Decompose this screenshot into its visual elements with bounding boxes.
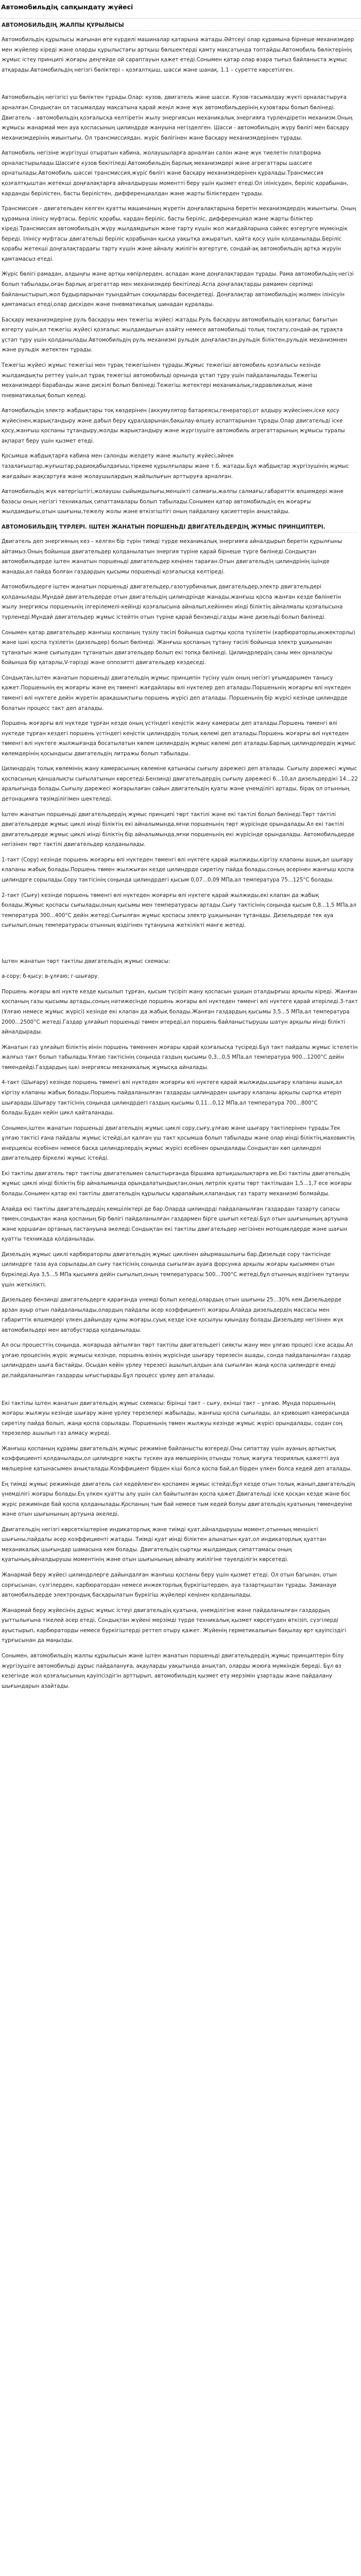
- paragraph: Екі тактілы іштен жанатын двигательдің жұмыс схемасы: бірінші такт – сығу, екінші такт – ұлғаю. Мұнда поршеньнің жоғары жылжуы кезінде шығару және үрлеу терезелері жабылады, жанғыш қоспа сығылады, ал кривошип камерасында сиретілу пайда болып, жаңа қоспа сорылады. Поршеньнің төмен жылжуы кезінде жұмыс жүрісі орындалады, содан соң терезелер ашылып газ алмасу жүреді.: [2, 1400, 350, 1437]
- page-title: Автомобильдің сапқындату жүйесі: [1, 3, 133, 11]
- paragraph: Алайда екі тактілы двигательдердің кемшіліктері де бар.Оларда цилиндрді пайдаланылған газдардан тазарту сапасы төмен,сондықтан жаңа қоспаның бір бөлігі пайдаланылған газдармен бірге шығып кетеді.Бұл отын шығынының артуына және қоршаған ортаның ластануына әкеледі.Сондықтан екі тактілы двигательдер негізінен мотоциклдерде және шағын қуатты техникада қолданылады.: [2, 1206, 348, 1243]
- paragraph: Ең тиімді жұмыс режимінде двигатель сәл кедейленген қоспамен жұмыс істейді,бұл кезде отын толық жанып,двигательдің үнемділігі жоғары болады.Ең үлкен қуатты алу үшін сәл байытылған қоспа қажет.Двигательді іске қосқан кезде және бос жүріс режимінде бай қоспа қолданылады.Қоспаның тым бай немесе тым кедей болуы двигательдің қуатының төмендеуіне және отын шығынының артуына әкеледі.: [2, 1481, 355, 1518]
- paragraph: Поршень жоғарғы өлі нүктеде тұрған кезде оның үстіндегі кеңістік жану камерасы деп аталады.Поршень төменгі өлі нүктеде тұрған кездегі поршень үстіндегі кеңістік цилиндрдің толық көлемі деп аталады.Поршень жоғарғы өлі нүктеден төменгі өлі нүктеге жылжығанда босатылатын көлем цилиндрдің жұмыс көлемі деп аталады.Барлық цилиндрлердің жұмыс көлемдерінің қосындысы двигательдің литражы болып табылады.: [2, 720, 356, 757]
- paragraph: Автомобильдің электр жабдықтары тоқ көздерінен (аккумулятор батареясы,генератор),от алдыру жүйесінен,іске қосу жүйесінен,жарықтандыру және дабыл беру құралдарынан,бақылау-өлшеу аспаптарынан тұрады.Олар двигательді іске қосу,жанғыш қоспаны тұтандыру,жолды жарықтандыру және жүргізушіге автомобиль агрегаттарының жұмысы туралы ақпарат беру үшін қызмет етеді.: [2, 408, 345, 444]
- paragraph: Дизельдер бензинді двигательдерге қарағанда үнемді болып келеді,олардың отын шығыны 25...30% кем.Дизельдерде арзан ауыр отын пайдаланылады,олардың пайдалы әсер коэффициенті жоғары.Алайда дизельдердің массасы мен габариттік өлшемдері үлкен,дайындау құны жоғары,суық кезде іске қосылуы қиындау болады.Дизельдер негізінен жүк автомобильдері мен автобустарда қолданылады.: [2, 1297, 344, 1333]
- section-main-parts: [2, 93, 358, 517]
- paragraph: Автомобильдерге іштен жанатын поршеньді двигательдер,газотурбиналық двигательдер,электр двигательдері қолданылады.Мұндай двигательдерде отын двигательдің цилиндрінде жанады,жанғыш қоспа жанған кезде бөлінетін жылу энергиясы поршеньнің ілгерілемелі-кейінді қозғалысына айналып,кейіннен иінді біліктің айналмалы қозғалысына түрленеді.Мұндай двигательдер жұмыс істейтін отын түріне қарай бензинді,газды және дизельді болып бөлінеді.: [2, 584, 343, 620]
- paragraph: Двигатель деп энергияның кез – келген бір түрін тиімді түрде механикалық энергияға айналдырып беретін құрылғыны айтамыз.Оның бойынша двигательдер қолданылатын энергия түріне қарай бірнеше түрге бөлінеді.Сондықтан автомобильдерде іштен жанатын поршеньді двигательдер кеңінен тараған.Отын двигательдің цилиндрінің ішінде жанады,ал пайда болған газдардың қысымы поршеньді қозғалысқа келтіреді.: [2, 538, 342, 575]
- paragraph: Тежегіш жүйесі жұмыс тежегіші мен тұрақ тежегішінен тұрады.Жұмыс тежегіші автомобиль қозғалысы кезінде жылдамдықты реттеу үшін,ал тұрақ тежегіші автомобильді орнында ұстап тұру үшін пайдаланылады.Тежегіш механизмдері барабанды және дискілі болып бөлінеді.Тежегіш жетектері механикалық,гидравликалық және пневматикалық болып келеді.: [2, 362, 321, 399]
- figure-legend: а-сору; б-қысу; в-ұлғаю; г-шығару.: [2, 973, 99, 980]
- paragraph: Басқару механизмдеріне руль басқаруы мен тежегіш жүйесі жатады.Руль басқаруы автомобильдің қозғалыс бағытын өзгерту үшін,ал тежегіш жүйесі қозғалыс жылдамдығын азайту немесе автомобильді толық тоқтату,сондай-ақ тұрақта ұстап тұру үшін қолданылады.Автомобильдің руль механизмі рульдік доңғалақтан,рульдік біліктен,рульдік механизмнен және рульдік жетектен тұрады.: [2, 316, 347, 353]
- paragraph: Автомобильдің жүк көтергіштігі,жолаушы сыйымдылығы,меншікті салмағы,жалпы салмағы,габариттік өлшемдері және базасы оның негізгі техникалық сипаттамалары болып табылады.Сонымен қатар автомобильдің ең жоғарғы жылдамдығы,отын шығыны,тежелу жолы және өткізгіштігі оның пайдалану қасиеттерін анықтайды.: [2, 488, 343, 515]
- paragraph: Двигательдің негізгі көрсеткіштеріне индикаторлық және тиімді қуат,айналдырушы момент,отынның меншікті шығыны,пайдалы әсер коэффициенті жатады. Тиімді қуат иінді біліктен алынатын қуат,ол индикаторлық қуаттан механикалық шығындар шамасына кем болады. Двигательдің сыртқы жылдамдық сипаттамасы оның қуатының,айналдырушы моментінің және отын шығынының айналу жиілігіне тәуелділігін көрсетеді.: [2, 1526, 326, 1563]
- paragraph: Іштен жанатын поршеньді двигательдердің жұмыс принципі төрт тактілі және екі тактілі болып бөлінеді.Төрт тактілі двигательдерде жұмыс циклі иінді біліктің екі айналымында,яғни поршеньнің төрт жүрісінде орындалады.Ал екі тактілі двигательдерде жұмыс циклі иінді біліктің бір айналымында,яғни поршеньнің екі жүрісінде орындалады. Автомобильдерде негізінен төрт тактілі двигательдер қолданылады.: [2, 811, 355, 848]
- paragraph: Цилиндрдің толық көлемінің жану камерасының көлеміне қатынасы сығылу дәрежесі деп аталады. Сығылу дәрежесі жұмыс қоспасының қаншалықты сығылатынын көрсетеді.Бензинді двигательдердің сығылу дәрежесі 6...10,ал дизельдердікі 14...22 аралығында болады.Сығылу дәрежесі жоғарылаған сайын двигательдің қуаты және үнемділігі артады, бірақ ол отынның детонацияға төзімділігімен шектеледі.: [2, 766, 358, 802]
- section-engine-types: [2, 522, 358, 805]
- paragraph: Сонымен, автомобильдің жалпы құрылысын және іштен жанатын поршеньді двигательдердің жұмыс принциптерін білу жүргізушіге автомобильді дұрыс пайдалануға, ақауларды уақытында анықтап, оларды жоюға мүмкіндік береді. Бұл өз кезегінде жол қозғалысының қауіпсіздігін арттырып, автомобильдің қызмет ету мерзімін ұзартады және пайдалану шығындарын азайтады.: [2, 1652, 344, 1689]
- paragraph: Жанармай беру жүйесі цилиндрлерге дайындалған жанғыш қоспаны беру үшін қызмет етеді. Ол отын багынан, отын сорғысынан, сүзгілерден, карбюратордан немесе инжекторлық бүркігіштерден, ауа тазартқыштан тұрады. Заманауи автомобильдерде электрондық басқарылатын бүркігіш жүйелері кеңінен қолданылады.: [2, 1572, 337, 1599]
- paragraph: 2-такт (Сығу) кезінде поршень төменгі өлі нүктеден жоғарғы өлі нүктеге қарай жылжиды,екі клапан да жабық болады.Жұмыс қоспасы сығылады,оның қысымы мен температурасы артады.Сығу тактісінің соңында қысым 0,8...1,5 МПа,ал температура 300...400°C дейін жетеді.Сығылған жұмыс қоспасы электр ұшқынынан тұтанады. Дизельдерде тек ауа сығылып,оның температурасы отынның өздігінен тұтануына жеткілікті мәнге жетеді.: [2, 892, 356, 929]
- paragraph: Сонымен қатар двигательдер жанғыш қоспаның түзілу тәсілі бойынша сыртқы қоспа түзілетін (карбюраторлы,инжекторлы) және ішкі қоспа түзілетін (дизельдер) болып бөлінеді. Жанғыш қоспаның тұтану тәсілі бойынша электр ұшқынынан тұтанатын және сығылудан тұтанатын двигательдер болып екі топқа бөлінеді. Цилиндрлердің саны мен орналасуы бойынша бір қатарлы,V-тәрізді және оппозитті двигательдер кездеседі.: [2, 629, 355, 666]
- paragraph: Екі тактілы двигатель төрт тактілы двигательмен салыстырғанда біршама артықшылықтарға ие.Екі тактілы двигательдің жұмыс циклі иінді біліктің бір айналымында орындалатындықтан,оның литрлік қуаты төрт тактілыдан 1,5...1,7 есе жоғары болады.Сонымен қатар екі тактілы двигательдің құрылысы қарапайым,клапандық газ тарату механизмі болмайды.: [2, 1170, 352, 1197]
- paragraph: 4-такт (Шығару) кезінде поршень төменгі өлі нүктеден жоғарғы өлі нүктеге қарай жылжиды,шығару клапаны ашық,ал кіргізу клапаны жабық болады.Поршень пайдаланылған газдарды цилиндрден шығару клапаны арқылы сыртқа итеріп шығарады.Шығару тактісінің соңында цилиндрдегі газдың қысымы 0,11...0,12 МПа,ал температура 700...800°C болады.Бұдан кейін цикл қайталанады.: [2, 1079, 342, 1116]
- paragraph: Жанатын газ ұлғайып біліктің иінін поршень төменнен жоғары қарай қозғалысқа түсіреді.Бұл такт пайдалы жұмыс істелетін жалғыз такт болып табылады.Ұлғаю тактісінің соңында газдың қысымы 0,3...0,5 МПа,ал температура 900...1200°C дейін төмендейді.Газдардың ішкі энергиясы механикалық жұмысқа айналады.: [2, 1044, 358, 1071]
- paragraph: Жүріс бөлігі рамадан, алдыңғы және артқы көпірлерден, аспадан және доңғалақтардан тұрады. Рама автомобильдің негізі болып табылады,оған барлық агрегаттар мен механизмдер бекітіледі.Аспа доңғалақтарды рамамен серпімді байланыстырып,жол бұдырларынан туындайтын соққыларды бәсеңдетеді. Доңғалақтар автомобильдің жолмен ілінісуін қамтамасыз етеді,олар дискіден және пневматикалық шинадан құралады.: [2, 271, 354, 308]
- paragraph: Поршень жоғары өлі нүкте кезде қысылып тұрған, қысым түсіріп жану қоспасын ұшқын оталдырғыш арқылы кіреді. Жанған қоспаның газы қысымы артады,соның нәтижесінде поршень жоғары өлі нүктеден төменгі өлі нүктеге қарай итеріледі.3-такт (Ұлғаю немесе жұмыс жүрісі) кезінде екі клапан да жабық болады.Жанған газдардың қысымы 3,5...5 МПа,ал температура 2000...2500°C жетеді.Газдар ұлғайып поршеньді төмен итереді,ал поршень байланыстырушы шатун арқылы иінді білікті айналдырады.: [2, 988, 358, 1036]
- section-four-stroke-scheme: [2, 957, 358, 1691]
- section-heading: АВТОМОБИЛЬДІҢ ТҮРЛЕРІ. ІШТЕН ЖАНАТЫН ПОРШЕНЬДІ ДВИГАТЕЛЬДЕРДІҢ ЖҰМЫС ПРИНЦИПТЕРІ.: [2, 522, 358, 533]
- paragraph: Қосымша жабдықтарға кабина мен салонды желдету және жылыту жүйесі,әйнек тазалағыштар,жуғыштар,радиоқабылдағыш,тіркеме құрылғылары және т.б. жатады.Бұл жабдықтар жүргізушінің жұмыс жағдайын жақсартуға және жолаушылардың жайлылығын арттыруға арналған.: [2, 453, 349, 480]
- paragraph: Автомобильдің негізгісі үш бөліктен тұрады.Олар: кузов, двигатель және шасси. Кузов-тасымалдау жүкті орналастыруға арналған.Сондықтан ол тасымалдау мақсатына қарай жеңіл және жүк автомобильдерінің кузовтары болып бөлінеді. Двигатель - автомобильдің қозғалысқа келтіретін жылу энергиясын механикалық энергияға түрлендіретін механизм.Оның жұмысы жанармай мен ауа қоспасының цилиндрде жануына негізделген. Шасси - автомобильдің жүру бөлігі мен басқару механизмдерінің жиынтығы. Ол трансмиссиядан, жүріс бөлігінен және басқару механизмдерінен тұрады.: [2, 94, 353, 141]
- paragraph: Дизельдің жұмыс циклі карбюраторлы двигательдің жұмыс циклінен айырмашылығы бар.Дизельде сору тактісінде цилиндрге таза ауа сорылады,ал сығу тактісінің соңында сығылған ауаға форсунка арқылы жоғары қысыммен отын бүркіледі.Ауа 3,5...5 МПа қысымға дейін сығылып,оның температурасы 500...700°C жетеді,бұл отынның өздігінен тұтануы үшін жеткілікті.: [2, 1251, 349, 1288]
- paragraph: Жанармай беру жүйесінің дұрыс жұмыс істеуі двигательдің қуатына, үнемділігіне және пайдаланылған газдардың уыттылығына тікелей әсер етеді. Сондықтан жүйені мерзімді түрде техникалық қызмет көрсетуден өткізіп, сүзгілерді ауыстырып, карбюраторды немесе бүркігіштерді реттеп отыру қажет. Жүйенің герметикалығын бақылау өрт қауіпсіздігі тұрғысынан да маңызды.: [2, 1607, 347, 1644]
- paragraph: Сонымен,іштен жанатын поршеньді двигательдің жұмыс циклі сору,сығу,ұлғаю және шығару тактілерінен тұрады.Тек ұлғаю тактісі ғана пайдалы жұмыс істейді,ал қалған үш такт қосымша болып табылады және олар иінді біліктің,маховиктің инерциясы есебінен немесе басқа цилиндрлердің жұмыс жүрісі есебінен орындалады.Сондықтан көп цилиндрлі двигательдер біркелкі жұмыс істейді.: [2, 1125, 355, 1162]
- paragraph: 1-такт (Сору) кезінде поршень жоғарғы өлі нүктеден төменгі өлі нүктеге қарай жылжиды,кіргізу клапаны ашық,ал шығару клапаны жабық болады.Поршень төмен жылжыған кезде цилиндрде сиретілу пайда болады,соның әсерінен жанғыш қоспа цилиндрге сорылады.Сору тактісінің соңында цилиндрдегі қысым 0,07...0,09 МПа,ал температура 75...125°C болады.: [2, 856, 354, 883]
- paragraph: Ал осы процесттің соңында, жоғарыда айтылған төрт тактілы двигательдегі сияқты жану мен ұлғаю процесі іске асады.Ал ұлғаю процесінің жүріс жұмысы кезінде, поршень өзінің жүрісінде шығару терезесін ашады, сонда пайдаланылған газдар цилиндрден шыға бастайды. Осыдан кейін үрлеу терезесі ашылып,алдын ала сығылған жаңа қоспа цилиндрге енеді де,пайдаланылған газдарды ығыстырады.Бұл процесс үрлеу деп аталады.: [2, 1342, 353, 1379]
- paragraph: Жанғыш қоспаның құрамы двигательдің жұмыс режиміне байланысты өзгереді.Оны сипаттау үшін ауаның артықтық коэффициенті қолданылады,ол цилиндрге нақты түскен ауа мөлшерінің отынды толық жағуға теориялық қажетті ауа мөлшеріне қатынасымен анықталады.Коэффициент бірден кіші болса қоспа бай,ал бірден үлкен болса кедей деп аталады.: [2, 1445, 352, 1472]
- section-heading: АВТОМОБИЛЬДІҢ ЖАЛПЫ ҚҰРЫЛЫСЫ: [2, 21, 358, 31]
- section-working-principle: [2, 810, 358, 931]
- figure-caption: Іштен жанатын төрт тактілы двигательдің жұмыс схемасы:: [2, 958, 170, 964]
- paragraph: Трансмиссия – двигательден келген қуатты машинаның жүретін доңғалақтарына беретін механизмдердің жиынтығы. Оның құрамына ілінісу муфтасы, беріліс қорабы, кардан беріліс, басты беріліс, дифференциал және жарты біліктер кіреді.Трансмиссия автомобильдің жүру жылдамдығын және тарту күшін жол жағдайларына сәйкес өзгертуге мүмкіндік береді. Ілінісу муфтасы двигательді беріліс қорабынан қысқа уақытқа ажыратып, қайта қосу үшін қолданылады.Беріліс қорабы жетекші доңғалақтардағы тарту күшін және айналу жиілігін өзгертуге, сондай-ақ автомобильдің артқа жүруін қамтамасыз етеді.: [2, 206, 356, 262]
- section-general-structure: [2, 21, 358, 75]
- article-content: [0, 18, 361, 1691]
- paragraph: Автомобильдің құрылысы жағынан өте күрделі машиналар қатарына жатады.Әйтсеуі олар құрамына бірнеше механизмдер мен жүйелер кіреді және оларды құрылыстағы артқыш бөлшектерді қамту мақсатында топтайды.Автомобиль бөліктерінің жұмыс істеу принципі жоғары деңгейде ой сараптауын қажет етеді.Сонымен қатар олар өзара тығыз байланыста жұмыс атқарады.Автомобильдің негізгі бөліктері – қозғалтқыш, шасси және шанақ. 1.1 – суретте көрсетілген.: [2, 37, 354, 73]
- paragraph: Сондықтан,іштен жанатын поршеньді двигательдің жұмыс принципін түсіну үшін оның негізгі ұғымдарымен танысу қажет.Поршеньнің ең жоғарғы және ең төменгі жағдайлары өлі нүктелер деп аталады.Поршеньнің жоғарғы өлі нүктеден төменгі өлі нүктеге дейін жүретін арақашықтығы поршень жүрісі деп аталады. Поршеньнің бір жүрісі кезінде цилиндрде болатын процесс такт деп аталады.: [2, 674, 351, 711]
- paragraph: Автомобиль негізіне жүргізуші отыратын кабина, жолаушыларға арналған салон және жүк тиелетін платформа орналастырылады.Шассиге кузов бекітіледі.Автомобильдің барлық механизмдері және агрегаттары шассиге орнатылады.Автомобиль шассиі трансмиссия,жүріс бөлігі және басқару механизмдерінен құралады.Трансмиссия қозғалтқыштан жетекші доңғалақтарға айналдырушы моментті беру үшін қызмет етеді.Ол ілінісуден, беріліс қорабынан, карданды берілістен, басты берілістен, дифференциалдан және жарты біліктерден тұрады.: [2, 150, 349, 197]
